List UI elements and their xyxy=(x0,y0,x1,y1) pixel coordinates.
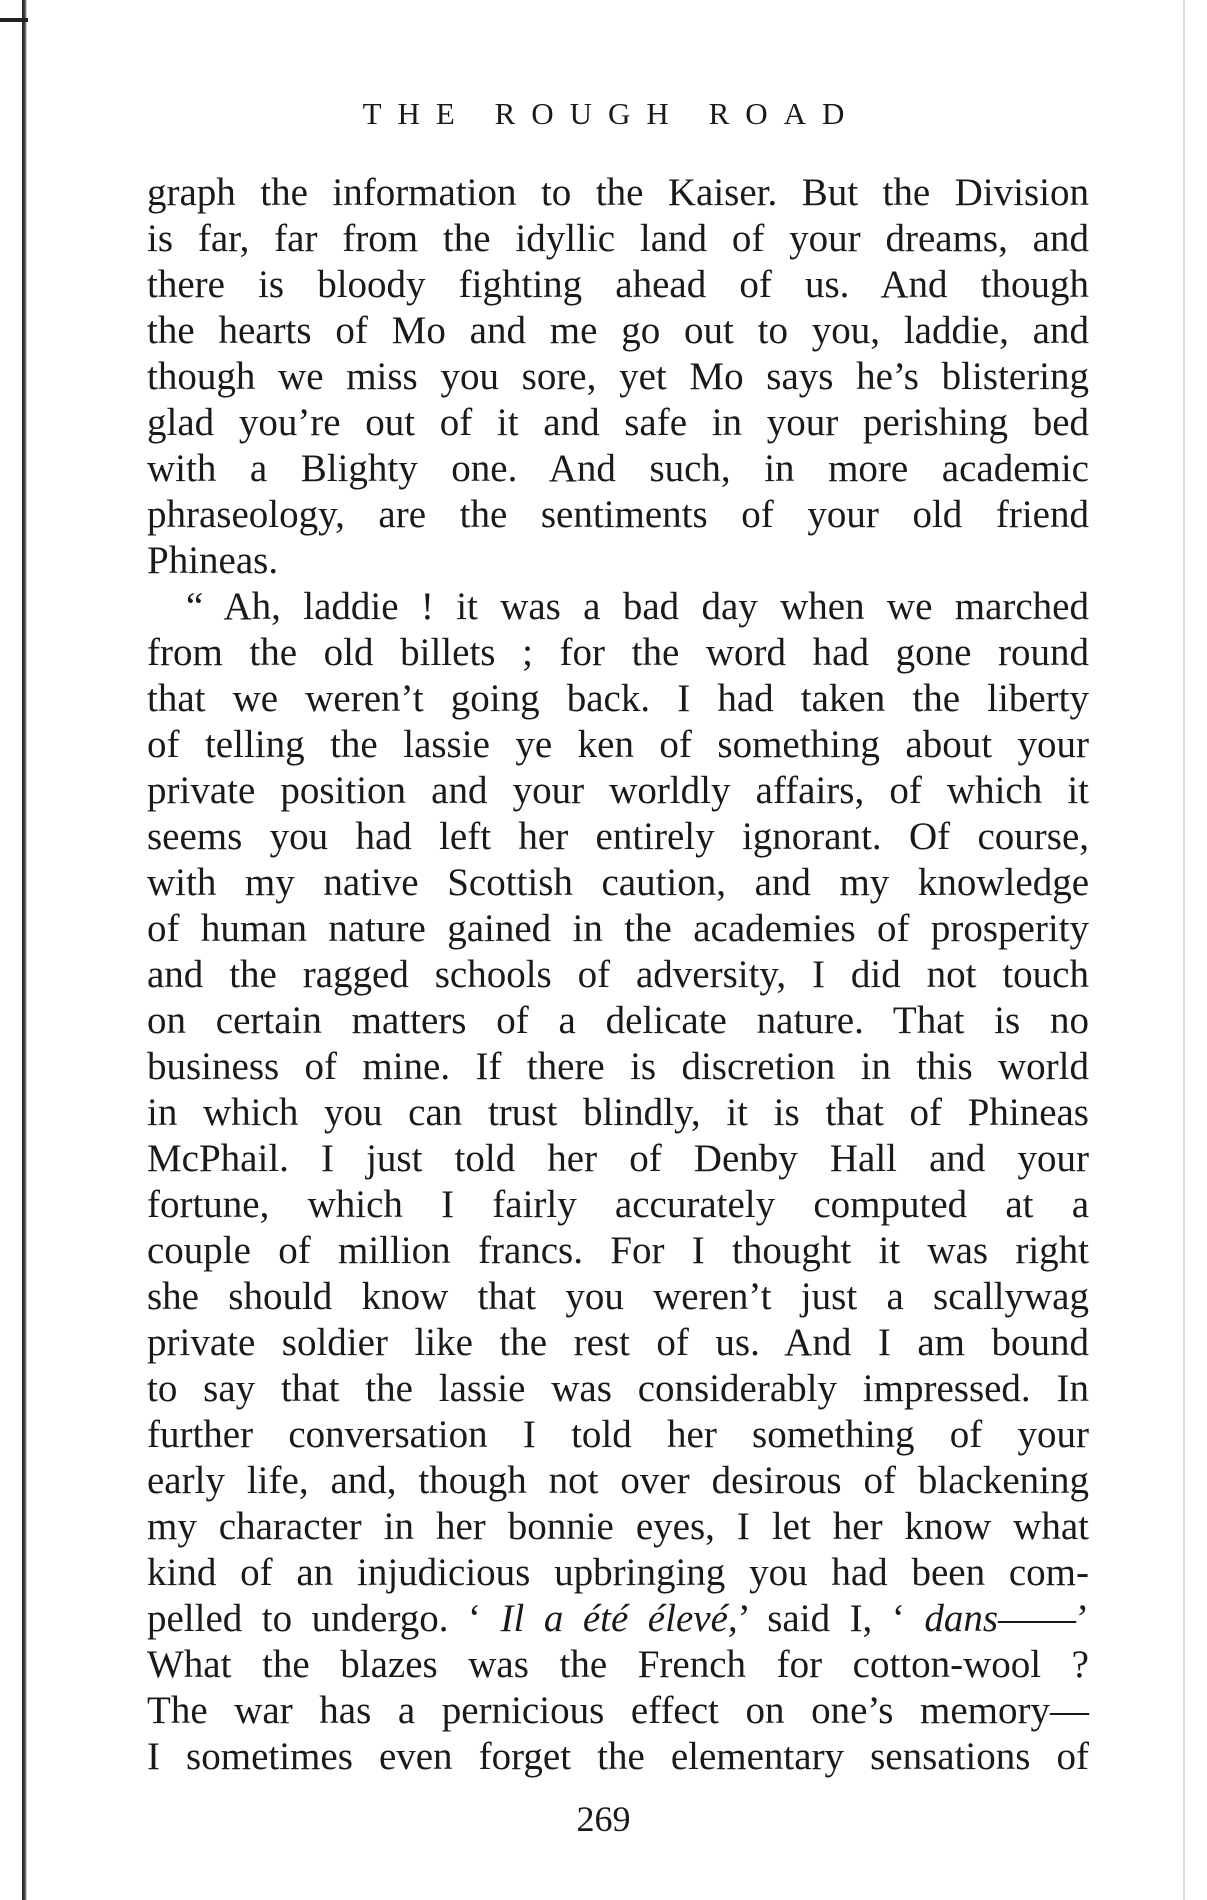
text-line: Phineas. xyxy=(147,539,279,582)
text-line: she should know that you weren’t just a scallywag xyxy=(147,1275,1089,1318)
text-line: “ Ah, laddie ! it was a bad day when we marched xyxy=(186,585,1089,628)
text-segment: ——’ xyxy=(998,1597,1090,1640)
text-line: phraseology, are the sentiments of your old friend xyxy=(147,493,1089,536)
text-line: to say that the lassie was considerably impressed. In xyxy=(147,1367,1089,1410)
binding-mark xyxy=(0,18,28,22)
body-text xyxy=(147,170,1089,1780)
text-line: I sometimes even forget the elementary sensations of xyxy=(147,1735,1089,1778)
page-number: 269 xyxy=(576,1799,631,1839)
text-segment: ’ said I, ‘ xyxy=(737,1597,925,1640)
text-line: What the blazes was the French for cotton-wool ? xyxy=(147,1643,1089,1686)
french-quote: dans xyxy=(924,1597,999,1640)
text-line: though we miss you sore, yet Mo says he’s blistering xyxy=(147,355,1089,398)
text-line: early life, and, though not over desirous of blackening xyxy=(147,1459,1089,1502)
text-segment: pelled to undergo. ‘ xyxy=(147,1597,501,1640)
text-line: of telling the lassie ye ken of something about your xyxy=(147,723,1089,766)
text-line: business of mine. If there is discretion in this world xyxy=(147,1045,1089,1088)
text-line: that we weren’t going back. I had taken the liberty xyxy=(147,677,1089,720)
binding-edge xyxy=(22,0,27,1900)
page-edge xyxy=(1183,0,1185,1900)
text-line: McPhail. I just told her of Denby Hall and your xyxy=(147,1137,1089,1180)
text-line: of human nature gained in the academies of prosperity xyxy=(147,907,1089,950)
text-line: The war has a pernicious effect on one’s memory— xyxy=(147,1689,1089,1732)
text-line: from the old billets ; for the word had gone round xyxy=(147,631,1089,674)
text-line: private position and your worldly affairs, of which it xyxy=(147,769,1089,812)
text-line: and the ragged schools of adversity, I did not touch xyxy=(147,953,1089,996)
text-line: with a Blighty one. And such, in more academic xyxy=(147,447,1089,490)
text-line: couple of million francs. For I thought it was right xyxy=(147,1229,1089,1272)
text-line: with my native Scottish caution, and my knowledge xyxy=(147,861,1089,904)
text-line: there is bloody fighting ahead of us. And though xyxy=(147,263,1089,306)
text-line: is far, far from the idyllic land of your dreams, and xyxy=(147,217,1089,260)
text-line: the hearts of Mo and me go out to you, laddie, and xyxy=(147,309,1089,352)
text-line: my character in her bonnie eyes, I let her know what xyxy=(147,1505,1089,1548)
text-line: private soldier like the rest of us. And I am bound xyxy=(147,1321,1089,1364)
french-quote: Il a été élevé, xyxy=(500,1597,738,1640)
text-line: on certain matters of a delicate nature. That is no xyxy=(147,999,1089,1042)
text-line: kind of an injudicious upbringing you had been com- xyxy=(147,1551,1089,1594)
text-line-french xyxy=(147,1596,1089,1642)
text-line: seems you had left her entirely ignorant. Of course, xyxy=(147,815,1089,858)
text-line: graph the information to the Kaiser. But the Division xyxy=(147,171,1089,214)
running-head: THE ROUGH ROAD xyxy=(362,96,861,131)
text-line: in which you can trust blindly, it is that of Phineas xyxy=(147,1091,1089,1134)
text-line: fortune, which I fairly accurately computed at a xyxy=(147,1183,1089,1226)
text-line: glad you’re out of it and safe in your perishing bed xyxy=(147,401,1089,444)
text-line: further conversation I told her something of your xyxy=(147,1413,1089,1456)
